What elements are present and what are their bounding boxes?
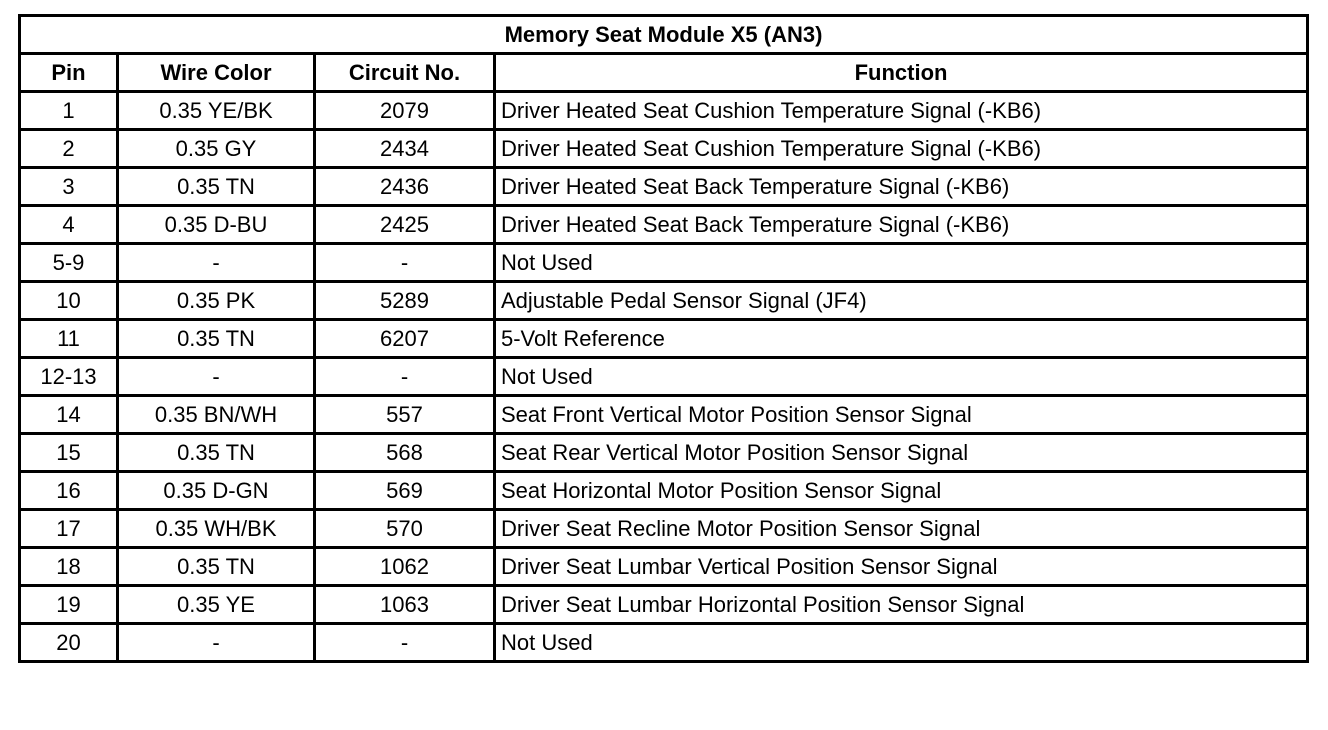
- table-row: [20, 434, 1308, 472]
- connector-pinout-table: [18, 14, 1309, 663]
- table-title-row: [20, 16, 1308, 54]
- circuit-cell: 5289: [315, 282, 495, 320]
- wire-color-cell: 0.35 D-GN: [118, 472, 315, 510]
- function-cell: Driver Seat Recline Motor Position Sensor Signal: [495, 510, 1308, 548]
- function-cell: Seat Front Vertical Motor Position Sensor Signal: [495, 396, 1308, 434]
- wire-color-cell: 0.35 YE: [118, 586, 315, 624]
- function-cell: Driver Heated Seat Back Temperature Signal (-KB6): [495, 206, 1308, 244]
- circuit-cell: 557: [315, 396, 495, 434]
- circuit-cell: -: [315, 624, 495, 662]
- pin-cell: 3: [20, 168, 118, 206]
- wire-color-cell: 0.35 GY: [118, 130, 315, 168]
- function-cell: Seat Horizontal Motor Position Sensor Signal: [495, 472, 1308, 510]
- circuit-cell: 2434: [315, 130, 495, 168]
- pin-cell: 2: [20, 130, 118, 168]
- table-row: [20, 586, 1308, 624]
- function-cell: Driver Heated Seat Cushion Temperature Signal (-KB6): [495, 92, 1308, 130]
- pin-cell: 5-9: [20, 244, 118, 282]
- function-cell: Driver Seat Lumbar Horizontal Position Sensor Signal: [495, 586, 1308, 624]
- function-cell: Adjustable Pedal Sensor Signal (JF4): [495, 282, 1308, 320]
- wire-color-cell: -: [118, 244, 315, 282]
- pin-cell: 1: [20, 92, 118, 130]
- function-cell: Driver Heated Seat Back Temperature Signal (-KB6): [495, 168, 1308, 206]
- table-row: [20, 320, 1308, 358]
- header-wire-color: Wire Color: [118, 54, 315, 92]
- pin-cell: 20: [20, 624, 118, 662]
- wire-color-cell: 0.35 TN: [118, 320, 315, 358]
- function-cell: Seat Rear Vertical Motor Position Sensor Signal: [495, 434, 1308, 472]
- table-row: [20, 168, 1308, 206]
- wire-color-cell: 0.35 PK: [118, 282, 315, 320]
- pin-cell: 11: [20, 320, 118, 358]
- circuit-cell: 568: [315, 434, 495, 472]
- wire-color-cell: 0.35 YE/BK: [118, 92, 315, 130]
- circuit-cell: 6207: [315, 320, 495, 358]
- table-row: [20, 548, 1308, 586]
- table-row: [20, 206, 1308, 244]
- circuit-cell: -: [315, 358, 495, 396]
- table-row: [20, 244, 1308, 282]
- function-cell: Driver Heated Seat Cushion Temperature Signal (-KB6): [495, 130, 1308, 168]
- pin-cell: 17: [20, 510, 118, 548]
- wire-color-cell: 0.35 BN/WH: [118, 396, 315, 434]
- header-circuit-no: Circuit No.: [315, 54, 495, 92]
- circuit-cell: 2425: [315, 206, 495, 244]
- wire-color-cell: 0.35 D-BU: [118, 206, 315, 244]
- table-header-row: [20, 54, 1308, 92]
- pin-cell: 4: [20, 206, 118, 244]
- function-cell: Driver Seat Lumbar Vertical Position Sensor Signal: [495, 548, 1308, 586]
- pin-cell: 10: [20, 282, 118, 320]
- table-row: [20, 510, 1308, 548]
- table-row: [20, 130, 1308, 168]
- circuit-cell: 2079: [315, 92, 495, 130]
- table-row: [20, 358, 1308, 396]
- function-cell: Not Used: [495, 624, 1308, 662]
- function-cell: Not Used: [495, 358, 1308, 396]
- function-cell: 5-Volt Reference: [495, 320, 1308, 358]
- header-pin: Pin: [20, 54, 118, 92]
- table-row: [20, 282, 1308, 320]
- circuit-cell: 2436: [315, 168, 495, 206]
- wire-color-cell: 0.35 TN: [118, 434, 315, 472]
- table-row: [20, 472, 1308, 510]
- table-row: [20, 396, 1308, 434]
- pin-cell: 18: [20, 548, 118, 586]
- circuit-cell: 570: [315, 510, 495, 548]
- circuit-cell: -: [315, 244, 495, 282]
- wire-color-cell: -: [118, 358, 315, 396]
- wire-color-cell: 0.35 WH/BK: [118, 510, 315, 548]
- table-row: [20, 624, 1308, 662]
- circuit-cell: 1062: [315, 548, 495, 586]
- pin-cell: 15: [20, 434, 118, 472]
- wire-color-cell: 0.35 TN: [118, 168, 315, 206]
- pin-cell: 16: [20, 472, 118, 510]
- wire-color-cell: 0.35 TN: [118, 548, 315, 586]
- function-cell: Not Used: [495, 244, 1308, 282]
- pin-cell: 14: [20, 396, 118, 434]
- circuit-cell: 569: [315, 472, 495, 510]
- circuit-cell: 1063: [315, 586, 495, 624]
- wire-color-cell: -: [118, 624, 315, 662]
- pin-cell: 12-13: [20, 358, 118, 396]
- table-row: [20, 92, 1308, 130]
- header-function: Function: [495, 54, 1308, 92]
- pin-cell: 19: [20, 586, 118, 624]
- table-title: Memory Seat Module X5 (AN3): [20, 16, 1308, 54]
